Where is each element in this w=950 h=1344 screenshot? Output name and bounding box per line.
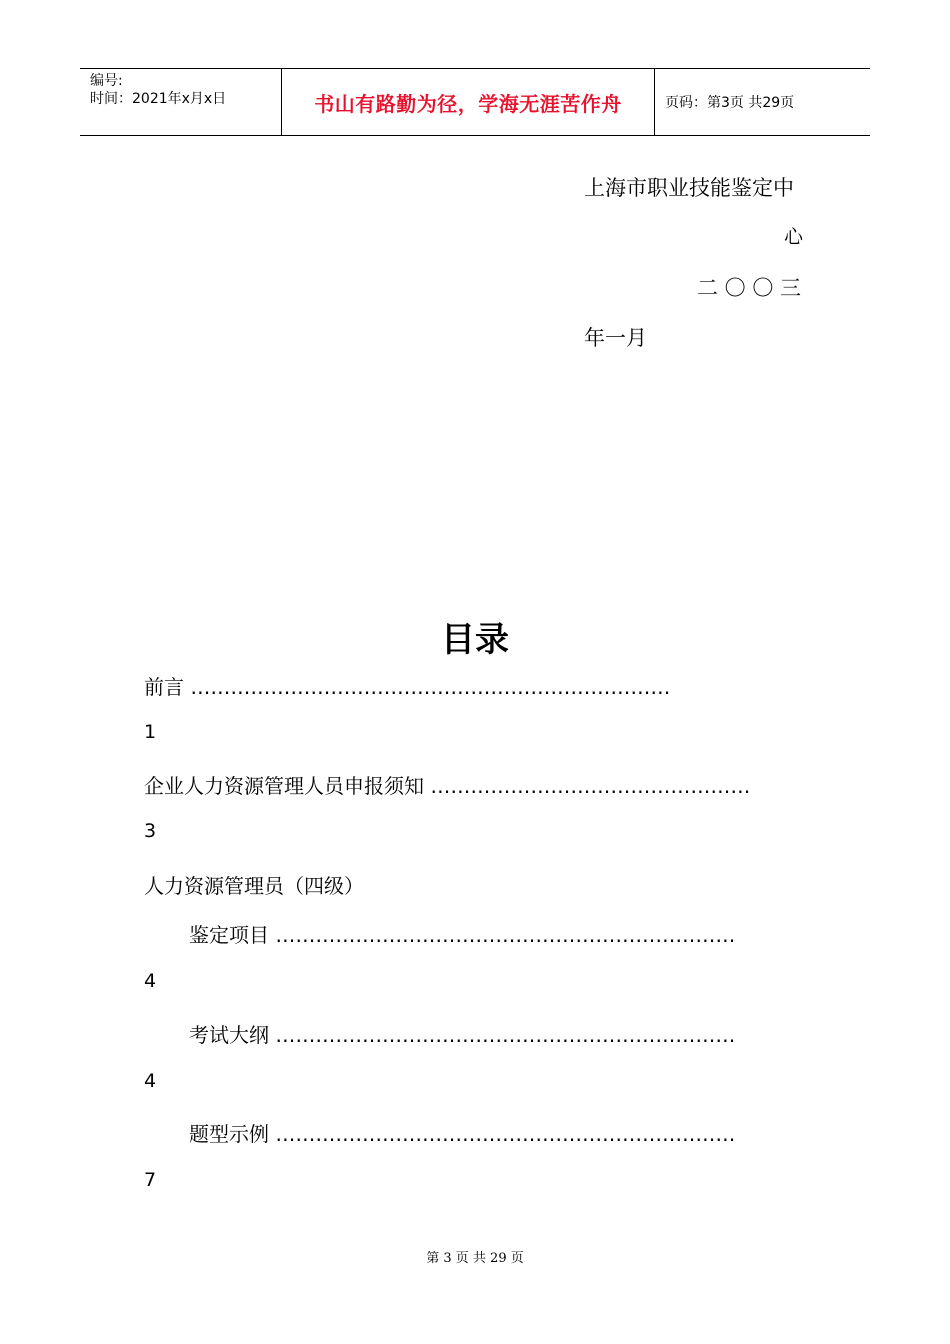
toc-entry-application-notice[interactable] [144, 770, 794, 799]
toc-title: 目录 [441, 620, 509, 660]
toc-page-number: 4 [144, 1070, 157, 1092]
toc-entry-label: 前言 [144, 675, 191, 699]
toc-leader-dots: …………………………………………………………… [275, 1122, 736, 1146]
toc-entry-label: 企业人力资源管理人员申报须知 [144, 774, 424, 798]
issuer-line-2: 心 [784, 226, 804, 248]
header-motto: 书山有路勤为径，学海无涯苦作舟 [282, 69, 655, 135]
toc-entry-label: 题型示例 [189, 1122, 269, 1146]
toc-leader-dots: ………………………………………… [430, 774, 751, 798]
toc-leader-dots: …………………………………………………………… [275, 923, 736, 947]
toc-entry-assessment-items[interactable] [189, 919, 806, 948]
toc-entry-preface[interactable] [144, 671, 806, 700]
toc-entry-label: 考试大纲 [189, 1023, 269, 1047]
toc-entry-label: 鉴定项目 [189, 923, 269, 947]
toc-page-number: 1 [144, 721, 157, 743]
document-date: 时间：2021年x月x日 [90, 91, 227, 107]
issuer-line-1: 上海市职业技能鉴定中 [584, 176, 794, 200]
toc-entry-label: 人力资源管理员（四级） [144, 874, 364, 898]
header-page-info: 页码：第3页 共29页 [665, 95, 795, 111]
toc-page-number: 4 [144, 970, 157, 992]
header-meta [80, 69, 282, 135]
issuer-date-line-1: 二 〇 〇 三 [697, 276, 802, 300]
toc-leader-dots: …………………………………………………………… [275, 1023, 736, 1047]
toc-page-number: 7 [144, 1169, 157, 1191]
toc-leader-dots: ……………………………………………………………… [190, 675, 671, 699]
toc-page-number: 3 [144, 820, 157, 842]
document-number-label: 编号: [90, 73, 123, 89]
toc-entry-exam-outline[interactable] [189, 1019, 806, 1048]
issuer-date-line-2: 年一月 [584, 326, 647, 350]
page-header [80, 68, 870, 136]
toc-entry-question-examples[interactable] [189, 1118, 806, 1147]
toc-section-level4[interactable] [144, 870, 806, 899]
page-footer: 第 3 页 共 29 页 [426, 1251, 524, 1266]
